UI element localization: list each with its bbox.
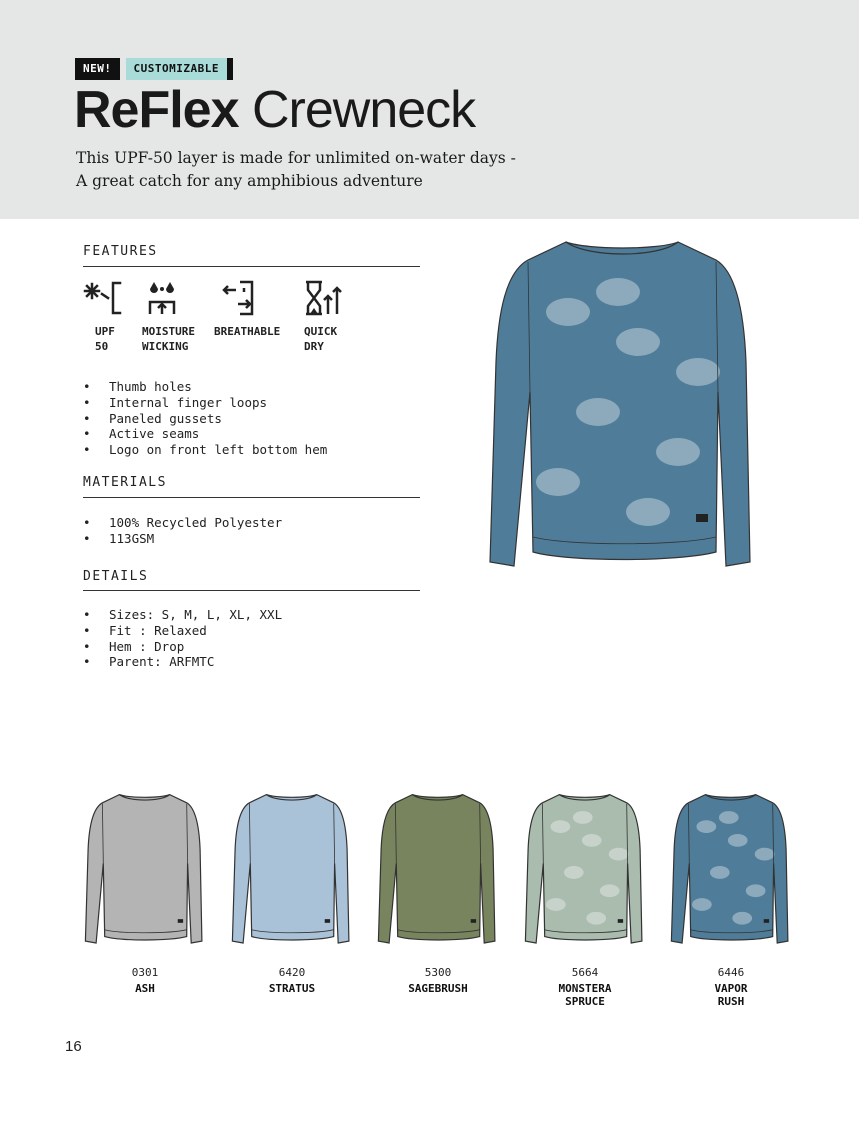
badge-row [75, 58, 233, 80]
list-item: • 100% Recycled Polyester [83, 515, 282, 531]
logo-tag [471, 919, 476, 923]
product-title-regular: Crewneck [251, 81, 476, 139]
logo-tag [325, 919, 330, 923]
details-list [83, 607, 282, 670]
new-badge: NEW! [75, 58, 120, 80]
feature-upf-label-2: 50 [95, 340, 109, 353]
header-band [0, 0, 859, 219]
color-name: RUSH [717, 995, 745, 1008]
feature-moisture-label-2: WICKING [142, 340, 189, 353]
quick-dry-icon [304, 280, 344, 316]
materials-heading: MATERIALS [83, 475, 167, 490]
moisture-wicking-icon [144, 280, 184, 316]
feature-moisture [142, 280, 212, 354]
breathable-icon [222, 280, 262, 316]
logo-tag [618, 919, 623, 923]
color-name: SAGEBRUSH [408, 982, 468, 995]
color-name: VAPOR [714, 982, 748, 995]
logo-tag [764, 919, 769, 923]
features-list [83, 379, 327, 458]
color-code: 6420 [278, 966, 306, 979]
materials-divider [83, 497, 420, 498]
shirt-swatch-ash [80, 790, 210, 948]
feature-moisture-label-1: MOISTURE [142, 325, 195, 338]
colorway-monstera-spruce [520, 790, 650, 1008]
features-heading: FEATURES [83, 244, 158, 259]
feature-quickdry-label-1: QUICK [304, 325, 338, 338]
materials-list [83, 515, 282, 547]
colorway-sagebrush [373, 790, 503, 995]
list-item: • Thumb holes [83, 379, 327, 395]
feature-quickdry-label-2: DRY [304, 340, 324, 353]
colorway-ash [80, 790, 210, 995]
feature-breathable-label: BREATHABLE [214, 325, 281, 338]
feature-icons [82, 280, 422, 360]
list-item: • Parent: ARFMTC [83, 654, 282, 670]
feature-breathable [214, 280, 284, 339]
shirt-swatch-stratus [227, 790, 357, 948]
shirt-swatch-monstera-spruce [520, 790, 650, 948]
list-item: • Paneled gussets [83, 411, 327, 427]
page-number: 16 [65, 1038, 82, 1055]
color-code: 0301 [131, 966, 159, 979]
crewneck-shirt-illustration [478, 232, 768, 577]
tagline-line-1: This UPF-50 layer is made for unlimited on-water days - [76, 149, 516, 167]
features-divider [83, 266, 420, 267]
color-code: 6446 [717, 966, 745, 979]
tagline-line-2: A great catch for any amphibious adventure [76, 172, 423, 190]
sun-shield-icon [82, 280, 122, 316]
color-name: ASH [135, 982, 155, 995]
product-tagline [76, 147, 516, 193]
shirt-swatch-vapor-rush [666, 790, 796, 948]
list-item: • Sizes: S, M, L, XL, XXL [83, 607, 282, 623]
colorway-vapor-rush [666, 790, 796, 1008]
list-item: • Internal finger loops [83, 395, 327, 411]
hero-shirt-image [478, 232, 768, 577]
color-name: STRATUS [268, 982, 316, 995]
details-divider [83, 590, 420, 591]
list-item: • Fit : Relaxed [83, 623, 282, 639]
logo-tag [178, 919, 183, 923]
list-item: • Logo on front left bottom hem [83, 442, 327, 458]
list-item: • Hem : Drop [83, 639, 282, 655]
list-item: • 113GSM [83, 531, 282, 547]
color-code: 5300 [424, 966, 452, 979]
color-name: MONSTERA [558, 982, 612, 995]
feature-quickdry [304, 280, 374, 354]
color-name: SPRUCE [565, 995, 605, 1008]
feature-upf-label-1: UPF [95, 325, 115, 338]
product-title [74, 80, 475, 140]
customizable-badge: CUSTOMIZABLE [126, 58, 233, 80]
logo-tag [696, 514, 708, 522]
list-item: • Active seams [83, 426, 327, 442]
color-code: 5664 [571, 966, 599, 979]
shirt-swatch-sagebrush [373, 790, 503, 948]
product-title-bold: ReFlex [74, 81, 239, 139]
details-heading: DETAILS [83, 569, 149, 584]
colorway-stratus [227, 790, 357, 995]
